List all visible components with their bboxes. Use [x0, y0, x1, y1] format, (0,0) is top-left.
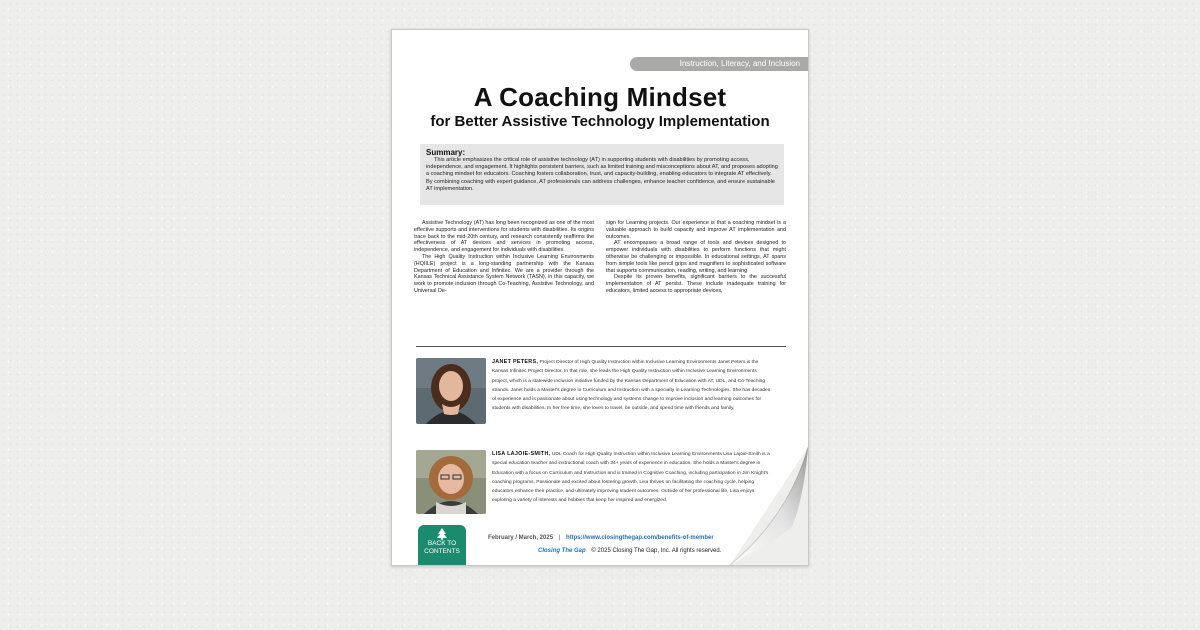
- back-label-line2: CONTENTS: [424, 548, 460, 555]
- footer-copyright-line: [538, 548, 721, 554]
- author-name: LISA LAJOIE-SMITH,: [492, 451, 551, 457]
- author-bio-lisa: [416, 450, 770, 535]
- author-description: Janet Peters is the Kansas Infinitec Project Director. In that role, she leads the High Quality Instruction within Inclusive Learning Environments project, which is a statewide inclusion initiative funded by the Kansas Department of Education with AT, UDL, and Co-Teaching strands. Janet holds a Master's degree in Curriculum and Instruction with a specialty in Learning Technologies. She has decades of experience and is passionate about using technology and systems change to improve inclusion and learning outcomes for students with disabilities. In her free time, she loves to travel, be outside, and spend time with friends and family.: [492, 360, 771, 412]
- back-label-line1: BACK TO: [427, 540, 457, 547]
- footer-issue-line: [488, 535, 714, 541]
- back-to-contents-button[interactable]: [418, 525, 466, 566]
- article-subtitle: for Better Assistive Technology Implementation: [430, 113, 770, 130]
- body-paragraph: Despite its proven benefits, significant barriers to the successful implementation of AT persist. These include inadequate training for educators, limited access to appropriate devices,: [606, 274, 786, 294]
- category-tab: Instruction, Literacy, and Inclusion: [630, 57, 808, 71]
- body-paragraph: The High Quality Instruction within Inclusive Learning Environments (HQIILE) project is a long-standing partnership with the Kansas Department of Education and Infinitec. We are a provider through the Kansas Technical Assistance System Network (TASN), in this capacity, we work to promote inclusion through Co-Teaching, Assistive Technology, and Universal De-: [414, 253, 594, 294]
- body-column-right: [606, 220, 786, 332]
- body-column-left: [414, 220, 594, 332]
- summary-text: This article emphasizes the critical role of assistive technology (AT) in supporting students with disabilities by promoting access, independence, and engagement. It highlights persistent barriers, such as limited training and misconceptions about AT, and proposes adopting a coaching mindset for educators. Coaching fosters collaboration, trust, and capacity-building, enabling educators to integrate AT effectively. By combining coaching with expert guidance, AT professionals can address challenges, enhance teacher confidence, and ensure sustainable AT implementation.: [426, 157, 778, 192]
- summary-box: [420, 144, 784, 205]
- footer-date: February / March, 2025: [488, 535, 554, 541]
- tree-icon: [436, 528, 448, 540]
- body-paragraph: sign for Learning projects. Our experience is that a coaching mindset is a valuable approach to build capacity and improve AT implementation and outcomes.: [606, 220, 786, 240]
- body-paragraph: Assistive Technology (AT) has long been recognized as one of the most effective supports and interventions for students with disabilities. Its origins trace back to the mid-20th century, and research consistently reaffirms the effectiveness of AT devices and services in promoting access, independence, and engagement for individuals with disabilities.: [414, 220, 594, 254]
- author-photo-janet: [416, 358, 486, 424]
- page-curl-corner[interactable]: [730, 447, 808, 565]
- document-page: [391, 29, 809, 566]
- footer-url-link[interactable]: https://www.closingthegap.com/benefits-of-member: [565, 535, 714, 541]
- author-role: UDL Coach for High Quality Instruction within Inclusive Learning Environments: [551, 452, 722, 457]
- footer-separator: |: [558, 535, 561, 541]
- summary-heading: Summary:: [426, 148, 466, 157]
- author-bio-text: [492, 358, 772, 414]
- body-columns: [414, 220, 786, 332]
- author-photo-lisa: [416, 450, 486, 514]
- article-title: A Coaching Mindset: [473, 82, 727, 112]
- author-name: JANET PETERS,: [492, 359, 539, 365]
- author-role: Project Director of High Quality Instruction within Inclusive Learning Environments: [539, 360, 717, 365]
- section-divider: [416, 346, 786, 347]
- body-paragraph: AT encompasses a broad range of tools and devices designed to empower individuals with disabilities to perform functions that might otherwise be challenging or impossible. In educational settings, AT spans from simple tools like pencil grips and magnifiers to sophisticated software that supports communication, reading, writing, and learning: [606, 240, 786, 274]
- footer-copyright: © 2025 Closing The Gap, Inc. All rights reserved.: [591, 548, 722, 554]
- footer-logo: Closing The Gap: [538, 548, 586, 554]
- author-description: Lisa Lajoie-Smith is a special education teacher and instructional coach with 34+ years of experience in education. She holds a Master's degree in Education with a focus on Curriculum and Instruction and is trained in Cognitive Coaching, including participation in Jim Knight's coaching programs. Passionate and excited about fostering growth, Lisa thrives on facilitating the coaching cycle, helping educators enhance their practice, and ultimately improving student outcomes. Outside of her professional life, Lisa enjoys exploring a variety of interests and hobbies that keep her inspired and energized.: [492, 452, 770, 504]
- author-bio-janet: [416, 358, 771, 443]
